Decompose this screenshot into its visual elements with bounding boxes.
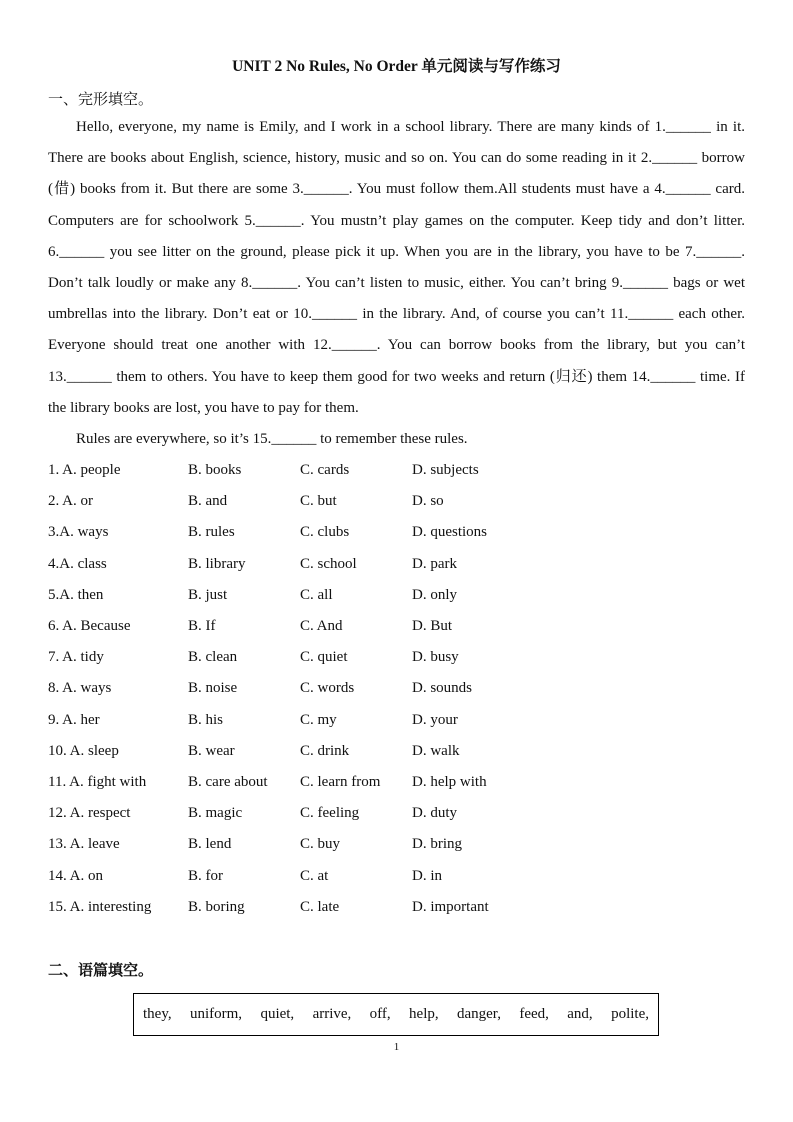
option-row — [48, 455, 568, 486]
option-row — [48, 736, 568, 767]
option-row — [48, 580, 568, 611]
option-d: D. subjects — [412, 462, 479, 479]
option-a: 13. A. leave — [48, 836, 120, 853]
option-c: C. at — [300, 867, 329, 884]
option-c: C. quiet — [300, 649, 348, 666]
option-b: B. and — [188, 493, 228, 510]
word-bank-item: arrive, — [312, 1006, 352, 1022]
option-c: C. buy — [300, 836, 341, 853]
passage-paragraph-2: Rules are everywhere, so it’s 15.______ to remember these rules. — [76, 431, 468, 448]
option-a: 2. A. or — [48, 493, 93, 510]
option-row — [48, 486, 568, 517]
option-row — [48, 517, 568, 548]
option-a: 4.A. class — [48, 555, 107, 572]
option-b: B. boring — [188, 898, 245, 915]
option-b: B. noise — [188, 680, 238, 697]
option-row — [48, 549, 568, 580]
option-a: 5.A. then — [48, 586, 104, 603]
option-d: D. walk — [412, 742, 460, 759]
option-a: 7. A. tidy — [48, 649, 104, 666]
word-bank-item: and, — [567, 1006, 593, 1022]
option-row — [48, 611, 568, 642]
word-bank-box — [133, 993, 659, 1036]
option-d: D. help with — [412, 773, 487, 790]
option-c: C. learn from — [300, 773, 381, 790]
option-row — [48, 798, 568, 829]
option-c: C. And — [300, 618, 343, 635]
option-b: B. wear — [188, 742, 235, 759]
option-a: 12. A. respect — [48, 805, 131, 822]
option-c: C. school — [300, 555, 357, 572]
option-row — [48, 767, 568, 798]
option-b: B. library — [188, 555, 246, 572]
option-c: C. feeling — [300, 805, 360, 822]
option-b: B. rules — [188, 524, 235, 541]
word-bank-item: feed, — [519, 1006, 549, 1022]
option-b: B. for — [188, 867, 223, 884]
option-a: 14. A. on — [48, 867, 104, 884]
option-row — [48, 860, 568, 891]
option-row — [48, 705, 568, 736]
option-c: C. late — [300, 898, 340, 915]
option-d: D. your — [412, 711, 458, 728]
option-row — [48, 642, 568, 673]
option-row — [48, 673, 568, 704]
option-c: C. cards — [300, 462, 350, 479]
word-bank-item: polite, — [611, 1006, 649, 1022]
option-b: B. magic — [188, 805, 243, 822]
word-bank-item: off, — [369, 1006, 391, 1022]
option-a: 8. A. ways — [48, 680, 112, 697]
option-b: B. clean — [188, 649, 238, 666]
option-d: D. sounds — [412, 680, 473, 697]
word-bank-item: help, — [409, 1006, 439, 1022]
word-bank-item: quiet, — [260, 1006, 295, 1022]
option-c: C. words — [300, 680, 355, 697]
option-c: C. all — [300, 586, 333, 603]
option-d: D. so — [412, 493, 444, 510]
page-number: 1 — [393, 1041, 400, 1053]
option-a: 1. A. people — [48, 462, 121, 479]
word-bank-item: danger, — [456, 1006, 501, 1022]
word-bank-item: uniform, — [189, 1006, 243, 1022]
option-b: B. books — [188, 462, 242, 479]
section-2-heading: 二、语篇填空。 — [48, 963, 154, 979]
option-b: B. his — [188, 711, 224, 728]
passage-paragraph-1: Hello, everyone, my name is Emily, and I work in a school library. There are many kinds of 1.______ in it. There are books about English, science, history, music and so on. You can do some reading in it 2.______ borrow (借) books from it. But there are some 3.______. You must follow them.All students must have a 4.______ card. Computers are for schoolwork 5.______. You mustn’t play games on the computer. Keep tidy and don’t litter. 6.______ you see litter on the ground, please pick it up. When you are in the library, you have to be 7.______. Don’t talk loudly or make any 8.______. You can’t listen to music, either. You can’t bring 9.______ bags or wet umbrellas into the library. Don’t eat or 10.______ in the library. And, of course you can’t 11.______ each other. Everyone should treat one another with 12.______. You can borrow books from the library, but you can’t 13.______ them to others. You have to keep them good for two weeks and return (归还) them 14.______ time. If the library books are lost, you have to pay for them. — [48, 119, 745, 416]
option-a: 11. A. fight with — [48, 773, 147, 790]
option-c: C. my — [300, 711, 337, 728]
option-d: D. But — [412, 618, 453, 635]
word-bank-item: they, — [143, 1006, 172, 1022]
option-d: D. park — [412, 555, 457, 572]
option-c: C. drink — [300, 742, 350, 759]
document-title: UNIT 2 No Rules, No Order 单元阅读与写作练习 — [232, 58, 561, 75]
section-1-heading: 一、完形填空。 — [48, 92, 154, 108]
option-row — [48, 892, 568, 923]
option-b: B. lend — [188, 836, 232, 853]
option-a: 3.A. ways — [48, 524, 109, 541]
option-a: 6. A. Because — [48, 618, 131, 635]
option-a: 10. A. sleep — [48, 742, 119, 759]
option-a: 15. A. interesting — [48, 898, 152, 915]
answer-options — [48, 455, 568, 923]
option-b: B. just — [188, 586, 228, 603]
option-d: D. in — [412, 867, 442, 884]
option-b: B. care about — [188, 773, 268, 790]
cloze-passage — [48, 112, 745, 455]
option-d: D. busy — [412, 649, 459, 666]
option-d: D. only — [412, 586, 457, 603]
option-d: D. duty — [412, 805, 457, 822]
option-c: C. but — [300, 493, 337, 510]
option-row — [48, 829, 568, 860]
option-c: C. clubs — [300, 524, 350, 541]
option-d: D. important — [412, 898, 489, 915]
option-a: 9. A. her — [48, 711, 100, 728]
option-d: D. questions — [412, 524, 487, 541]
option-d: D. bring — [412, 836, 462, 853]
option-b: B. If — [188, 618, 216, 635]
